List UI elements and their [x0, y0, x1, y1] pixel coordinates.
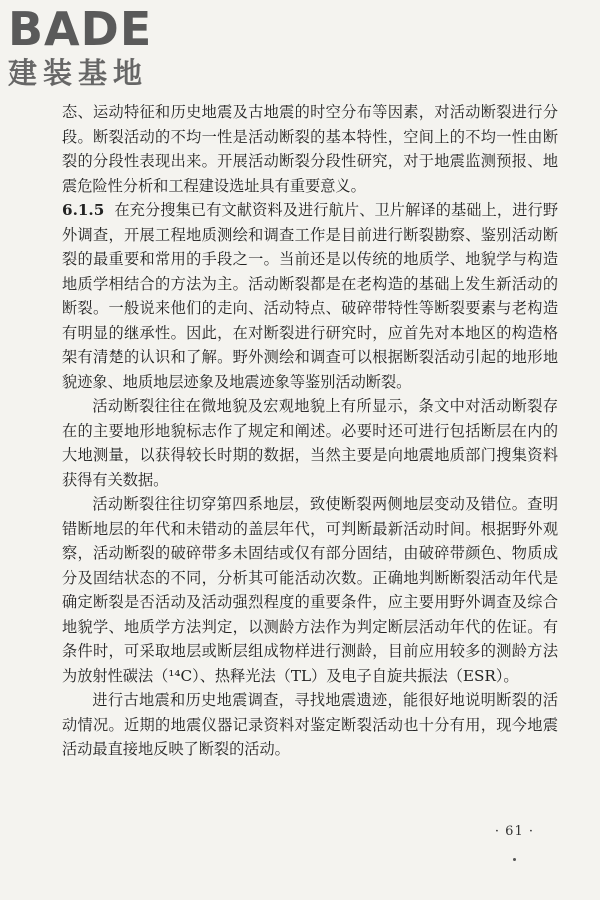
- paragraph-text: 态、运动特征和历史地震及古地震的时空分布等因素，对活动断裂进行分段。断裂活动的不均一性是活动断裂的基本特性，空间上的不均一性由断裂的分段性表现出来。开展活动断裂分段性研究，对于地震监测预报、地震危险性分析和工程建设选址具有重要意义。: [62, 103, 558, 195]
- paragraph-text: 活动断裂往往在微地貌及宏观地貌上有所显示，条文中对活动断裂存在的主要地形地貌标志作了规定和阐述。必要时还可进行包括断层在内的大地测量，以获得较长时期的数据，当然主要是向地震地质部门搜集资料获得有关数据。: [62, 397, 558, 489]
- bade-logo: [8, 4, 178, 90]
- page-number: · 61 ·: [494, 824, 534, 839]
- paragraph-text: 进行古地震和历史地震调查，寻找地震遗迹，能很好地说明断裂的活动情况。近期的地震仪器记录资料对鉴定断裂活动也十分有用，现今地震活动最直接地反映了断裂的活动。: [62, 691, 558, 758]
- paragraph-text: 在充分搜集已有文献资料及进行航片、卫片解译的基础上，进行野外调查，开展工程地质测绘和调查工作是目前进行断裂勘察、鉴别活动断裂的最重要和常用的手段之一。当前还是以传统的地质学、地貌学与构造地质学相结合的方法为主。活动断裂都是在老构造的基础上发生新活动的断裂。一般说来他们的走向、活动特点、破碎带特性等断裂要素与老构造有明显的继承性。因此，在对断裂进行研究时，应首先对本地区的构造格架有清楚的认识和了解。野外测绘和调查可以根据断裂活动引起的地形地貌迹象、地质地层迹象及地震迹象等鉴别活动断裂。: [62, 201, 558, 391]
- scan-speck: [513, 858, 516, 861]
- logo-wordmark: BADE: [8, 2, 153, 56]
- paragraph-paleoseismic: [62, 688, 558, 762]
- section-number: 6.1.5: [62, 201, 105, 219]
- document-body: [62, 100, 558, 762]
- paragraph-section-6-1-5: [62, 198, 558, 394]
- paragraph-landforms: [62, 394, 558, 492]
- paragraph-text: 活动断裂往往切穿第四系地层，致使断裂两侧地层变动及错位。查明错断地层的年代和未错动的盖层年代，可判断最新活动时间。根据野外观察，活动断裂的破碎带多未固结或仅有部分固结，由破碎带颜色、物质成分及固结状态的不同，分析其可能活动次数。正确地判断断裂活动年代是确定断裂是否活动及活动强烈程度的重要条件，应主要用野外调查及综合地貌学、地质学方法判定，以测龄方法作为判定断层活动年代的佐证。有条件时，可采取地层或断层组成物样进行测龄，目前应用较多的测龄方法为放射性碳法（¹⁴C）、热释光法（TL）及电子自旋共振法（ESR）。: [62, 495, 558, 685]
- paragraph-continuation: [62, 100, 558, 198]
- paragraph-strata-dating: [62, 492, 558, 688]
- logo-subtitle: 建装基地: [8, 56, 149, 90]
